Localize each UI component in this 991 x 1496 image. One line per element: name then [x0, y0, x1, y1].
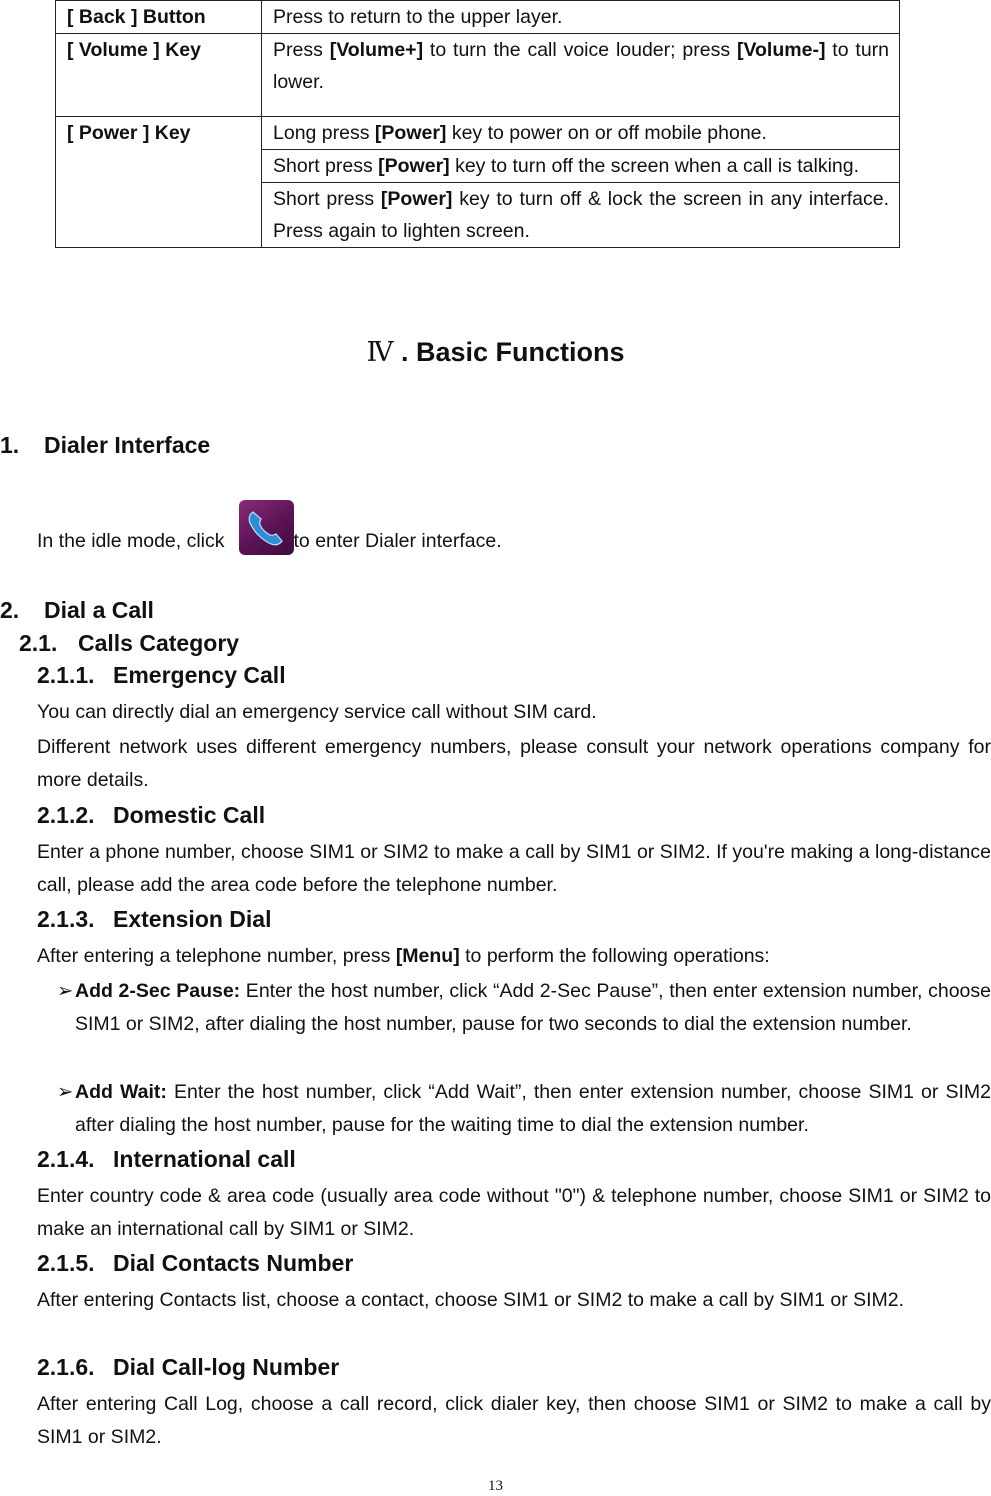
paragraph: Enter country code & area code (usually area code without "0") & telephone number, choose SIM1 or SIM2 to make an international call by SIM1 or SIM2. — [37, 1185, 991, 1240]
paragraph: After entering a telephone number, press [Menu] to perform the following operations: — [37, 945, 770, 967]
arrow-bullet-icon: ➢ — [57, 1081, 74, 1103]
chapter-title: Ⅳ . Basic Functions — [366, 337, 625, 368]
table-row — [56, 34, 900, 117]
section-heading: 2. Dial a Call — [0, 597, 154, 623]
subsubsection-heading: 2.1.4. International call — [37, 1146, 296, 1172]
desc-cell: Short press [Power] key to turn off & lock the screen in any interface. Press again to lighten screen. — [262, 183, 900, 248]
paragraph: Different network uses different emergency numbers, please consult your network operations company for more details. — [37, 736, 991, 791]
subsubsection-heading: 2.1.2. Domestic Call — [37, 802, 266, 828]
table-row — [56, 117, 900, 150]
bullet-item: ➢ Add Wait: Enter the host number, click “Add Wait”, then enter extension number, choose SIM1 or SIM2 after dialing the host number, pause for the waiting time to dial the extension number. — [57, 1076, 991, 1141]
paragraph: In the idle mode, click to enter Dialer interface. — [37, 500, 991, 557]
paragraph: You can directly dial an emergency service call without SIM card. — [37, 701, 597, 723]
phone-app-icon[interactable] — [239, 500, 294, 555]
subsubsection-heading: 2.1.3. Extension Dial — [37, 906, 272, 932]
subsubsection-heading: 2.1.1. Emergency Call — [37, 662, 286, 688]
desc-cell: Long press [Power] key to power on or off mobile phone. — [262, 117, 900, 150]
subsubsection-heading: 2.1.5. Dial Contacts Number — [37, 1250, 354, 1276]
key-table — [55, 0, 900, 248]
table-row — [56, 1, 900, 34]
desc-cell: Press to return to the upper layer. — [262, 1, 900, 34]
paragraph: After entering Contacts list, choose a contact, choose SIM1 or SIM2 to make a call by SIM1 or SIM2. — [37, 1289, 905, 1311]
page-number: 13 — [488, 1478, 503, 1494]
key-cell: [ Power ] Key — [56, 117, 262, 248]
paragraph: After entering Call Log, choose a call record, click dialer key, then choose SIM1 or SIM2 to make a call by SIM1 or SIM2. — [37, 1393, 991, 1448]
bullet-item: ➢ Add 2-Sec Pause: Enter the host number, click “Add 2-Sec Pause”, then enter extension number, choose SIM1 or SIM2, after dialing the host number, pause for two seconds to dial the extension number. — [57, 975, 991, 1040]
key-cell: [ Volume ] Key — [56, 34, 262, 117]
section-heading: 1. Dialer Interface — [0, 432, 211, 458]
key-cell: [ Back ] Button — [56, 1, 262, 34]
arrow-bullet-icon: ➢ — [57, 980, 74, 1002]
desc-cell: Short press [Power] key to turn off the screen when a call is talking. — [262, 150, 900, 183]
desc-cell: Press [Volume+] to turn the call voice louder; press [Volume-] to turn lower. — [262, 34, 900, 117]
subsubsection-heading: 2.1.6. Dial Call-log Number — [37, 1354, 340, 1380]
subsection-heading: 2.1. Calls Category — [19, 630, 240, 656]
paragraph: Enter a phone number, choose SIM1 or SIM2 to make a call by SIM1 or SIM2. If you're making a long-distance call, please add the area code before the telephone number. — [37, 841, 991, 896]
